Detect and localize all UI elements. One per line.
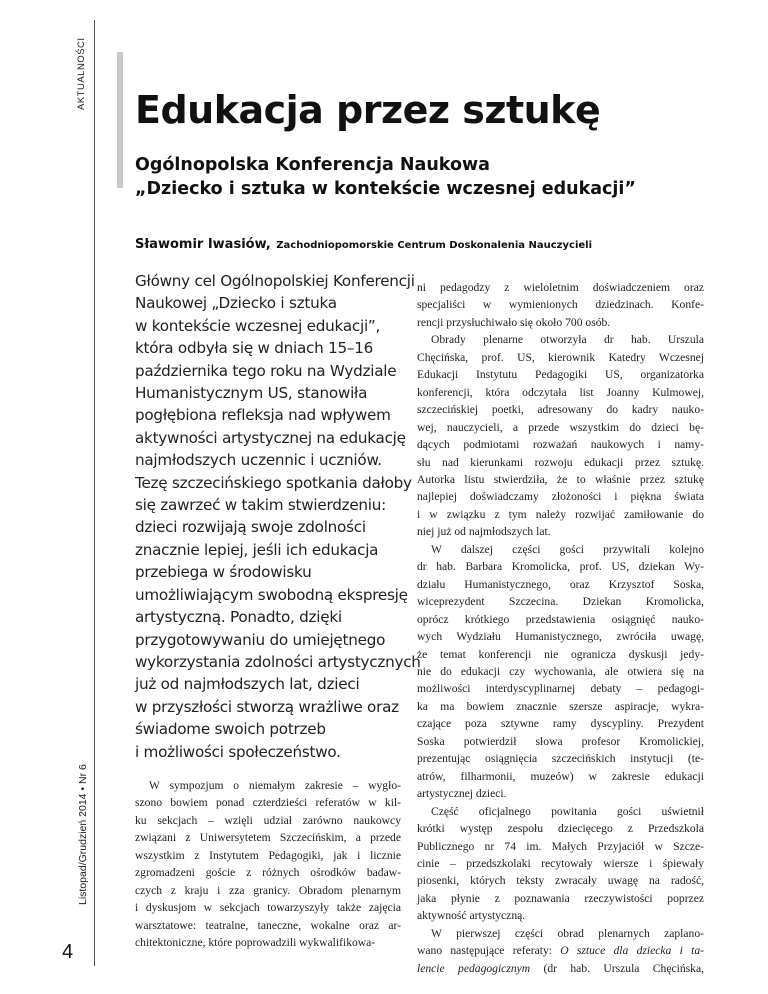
body-line: słu nad kierunkami rozwoju edukacji przez sztukę. [417,455,704,469]
lead-line: wykorzystania zdolności artystycznych [135,652,421,671]
body-line: specjaliści w wymienionych dziedzinach. Konfe- [417,298,704,312]
body-line: czające poza sztywne ramy dyscypliny. Prezydent [417,717,704,731]
body-line: niej już od najmłodszych lat. [417,525,551,539]
body-line: konferencji, która odczytała list Joanny Kulmowej, [417,385,704,399]
body-line: Edukacji Instytutu Pedagogiki US, organizatorka [417,368,704,382]
lead-line: października tego roku na Wydziale [135,361,397,380]
body-line: warsztatowe: teatralne, taneczne, wokalne oraz ar- [135,918,401,932]
body-line: rencji przysłuchiwało się około 700 osób. [417,315,611,329]
issue-label: Listopad/Grudzień 2014 • Nr 6 [77,764,89,905]
lead-line: która odbyła się w dniach 15–16 [135,339,374,358]
lead-line: pogłębiona refleksja nad wpływem [135,406,391,425]
body-line: wszystkim z Instytutem Pedagogiki, jak i licznie [135,848,401,862]
body-line: W dalszej części gości przywitali kolejno [431,542,704,556]
body-text: (dr hab. Urszula Chęcińska, [530,961,704,975]
body-line: dr hab. Barbara Kromolicka, prof. US, dziekan Wy- [417,560,704,574]
body-line: piosenki, których teksty zwracały uwagę na radość, [417,874,704,888]
body-line: szczecińskiej poetki, adresowany do kadry nauko- [417,403,704,417]
body-line: chitektoniczne, które poprowadzili wykwalifikowa- [135,936,376,950]
lead-line: Naukowej „Dziecko i sztuka [135,294,337,313]
body-line: krótki występ zespołu dziecięcego z Przedszkola [417,822,704,836]
body-line: wych Wydziału Humanistycznego, zwróciła uwagę, [417,630,704,644]
byline [135,233,592,252]
body-line: oprócz krótkiego przedstawienia osiągnięć nauko- [417,612,704,626]
lead-line: najmłodszych uczennic i uczniów. [135,451,382,470]
body-line: prezentując osiągnięcia szczecińskich instytucji (te- [417,752,704,766]
lead-line: się zawrzeć w takim stwierdzeniu: [135,496,387,515]
body-line: czych z kraju i zza granicy. Obradom plenarnym [135,883,401,897]
lead-line: w przyszłości stworzą wrażliwe oraz [135,697,399,716]
body-line: szono bowiem ponad czterdzieści referatów w kil- [135,796,401,810]
lead-line: znacznie lepiej, jeśli ich edukacja [135,540,379,559]
body-line: związani z Uniwersytetem Szczecińskim, a przede [135,831,401,845]
lead-paragraph [135,270,421,763]
referat-title: O sztuce dla dziecka i ta- [560,944,704,958]
body-line: jaka płynie z poznawania rzeczywistości poprzez [417,891,704,905]
lead-line: artystyczną. Ponadto, dzięki [135,608,342,627]
body-line: najlepiej doświadczamy złożoności i piękna świata [417,490,704,504]
body-line: możliwości interdyscyplinarnej debaty – pedagogi- [417,682,704,696]
body-line: wej, nauczycieli, a przede wszystkim do dzieci bę- [417,420,704,434]
lead-line: Tezę szczecińskiego spotkania dałoby [135,473,412,492]
body-line: Obrady plenarne otworzyła dr hab. Urszula [431,333,704,347]
lead-line: dzieci rozwijają swoje zdolności [135,518,366,537]
lead-line: już od najmłodszych lat, dzieci [135,675,360,694]
lead-line: w kontekście wczesnej edukacji”, [135,316,381,335]
body-line: Publicznego nr 74 im. Małych Przyjaciół w Szcze- [417,839,704,853]
lead-line: przebiega w środowisku [135,563,312,582]
body-line: aktywność artystyczną. [417,909,526,923]
body-line: i w związku z tym należy rozwijać zamiłowanie do [417,507,704,521]
body-line: Soska potwierdził słowa profesor Kromolickiej, [417,734,704,748]
body-line: ku sekcjach – wzięli udział zarówno naukowcy [135,813,401,827]
article-subtitle [135,153,636,201]
body-line: atrów, filharmonii, muzeów) w zakresie edukacji [417,769,704,783]
lead-line: Humanistycznym US, stanowiła [135,384,368,403]
body-line: W pierwszej części obrad plenarnych zaplano- [431,926,704,940]
body-column-right [417,279,704,977]
lead-line: aktywności artystycznej na edukację [135,428,406,447]
lead-line: umożliwiającym swobodną ekspresję [135,585,408,604]
body-text: wano następujące referaty: [417,944,561,958]
body-line: nie do edukacji czy wychowania, ale otwiera się na [417,664,704,678]
body-line: że temat konferencji nie ogranicza dyskusji jedy- [417,647,704,661]
body-line: dących podmiotami rozważań naukowych i namy- [417,438,704,452]
sidebar-divider [94,20,95,966]
body-line [417,942,704,959]
body-line: W sympozjum o niemałym zakresie – wygło- [149,779,401,792]
title-accent-bar [117,52,123,188]
body-line: wiceprezydent Szczecina. Dziekan Kromolicka, [417,595,704,609]
body-line: cinie – przedszkolaki recytowały wiersze i śpiewały [417,856,704,870]
author-name: Sławomir Iwasiów, [135,237,271,252]
referat-title: lencie pedagogicznym [417,961,531,975]
author-institution: Zachodniopomorskie Centrum Doskonalenia Nauczycieli [276,240,593,251]
body-line: Autorka listu stwierdziła, że to właśnie przez sztukę [417,472,704,486]
subtitle-line: „Dziecko i sztuka w kontekście wczesnej edukacji” [135,179,636,199]
lead-line: i możliwości społeczeństwo. [135,742,341,761]
body-line: Część oficjalnego powitania gości uświetnił [431,804,704,818]
body-line: Chęcińska, prof. US, kierownik Katedry Wczesnej [417,350,704,364]
body-line: ka ma bowiem znacznie szersze aspiracje, wykra- [417,699,704,713]
body-line: ni pedagodzy z wieloletnim doświadczeniem oraz [417,281,704,294]
body-line: działu Humanistycznego, oraz Krzysztof Soska, [417,577,704,591]
section-label: AKTUALNOŚCI [76,37,87,110]
article-title: Edukacja przez sztukę [135,88,601,132]
body-line [417,960,704,977]
body-line: zgromadzeni goście z różnych ośrodków badaw- [135,866,401,880]
body-column-left [135,777,401,952]
lead-line: przygotowywaniu do umiejętnego [135,630,386,649]
lead-line: Główny cel Ogólnopolskiej Konferencji [135,272,415,290]
body-line: i dyskusjom w sekcjach towarzyszyły także zajęcia [135,901,401,915]
page-number: 4 [62,941,74,963]
lead-line: świadome swoich potrzeb [135,720,326,739]
subtitle-line: Ogólnopolska Konferencja Naukowa [135,155,490,175]
body-line: artystycznej dzieci. [417,787,507,801]
